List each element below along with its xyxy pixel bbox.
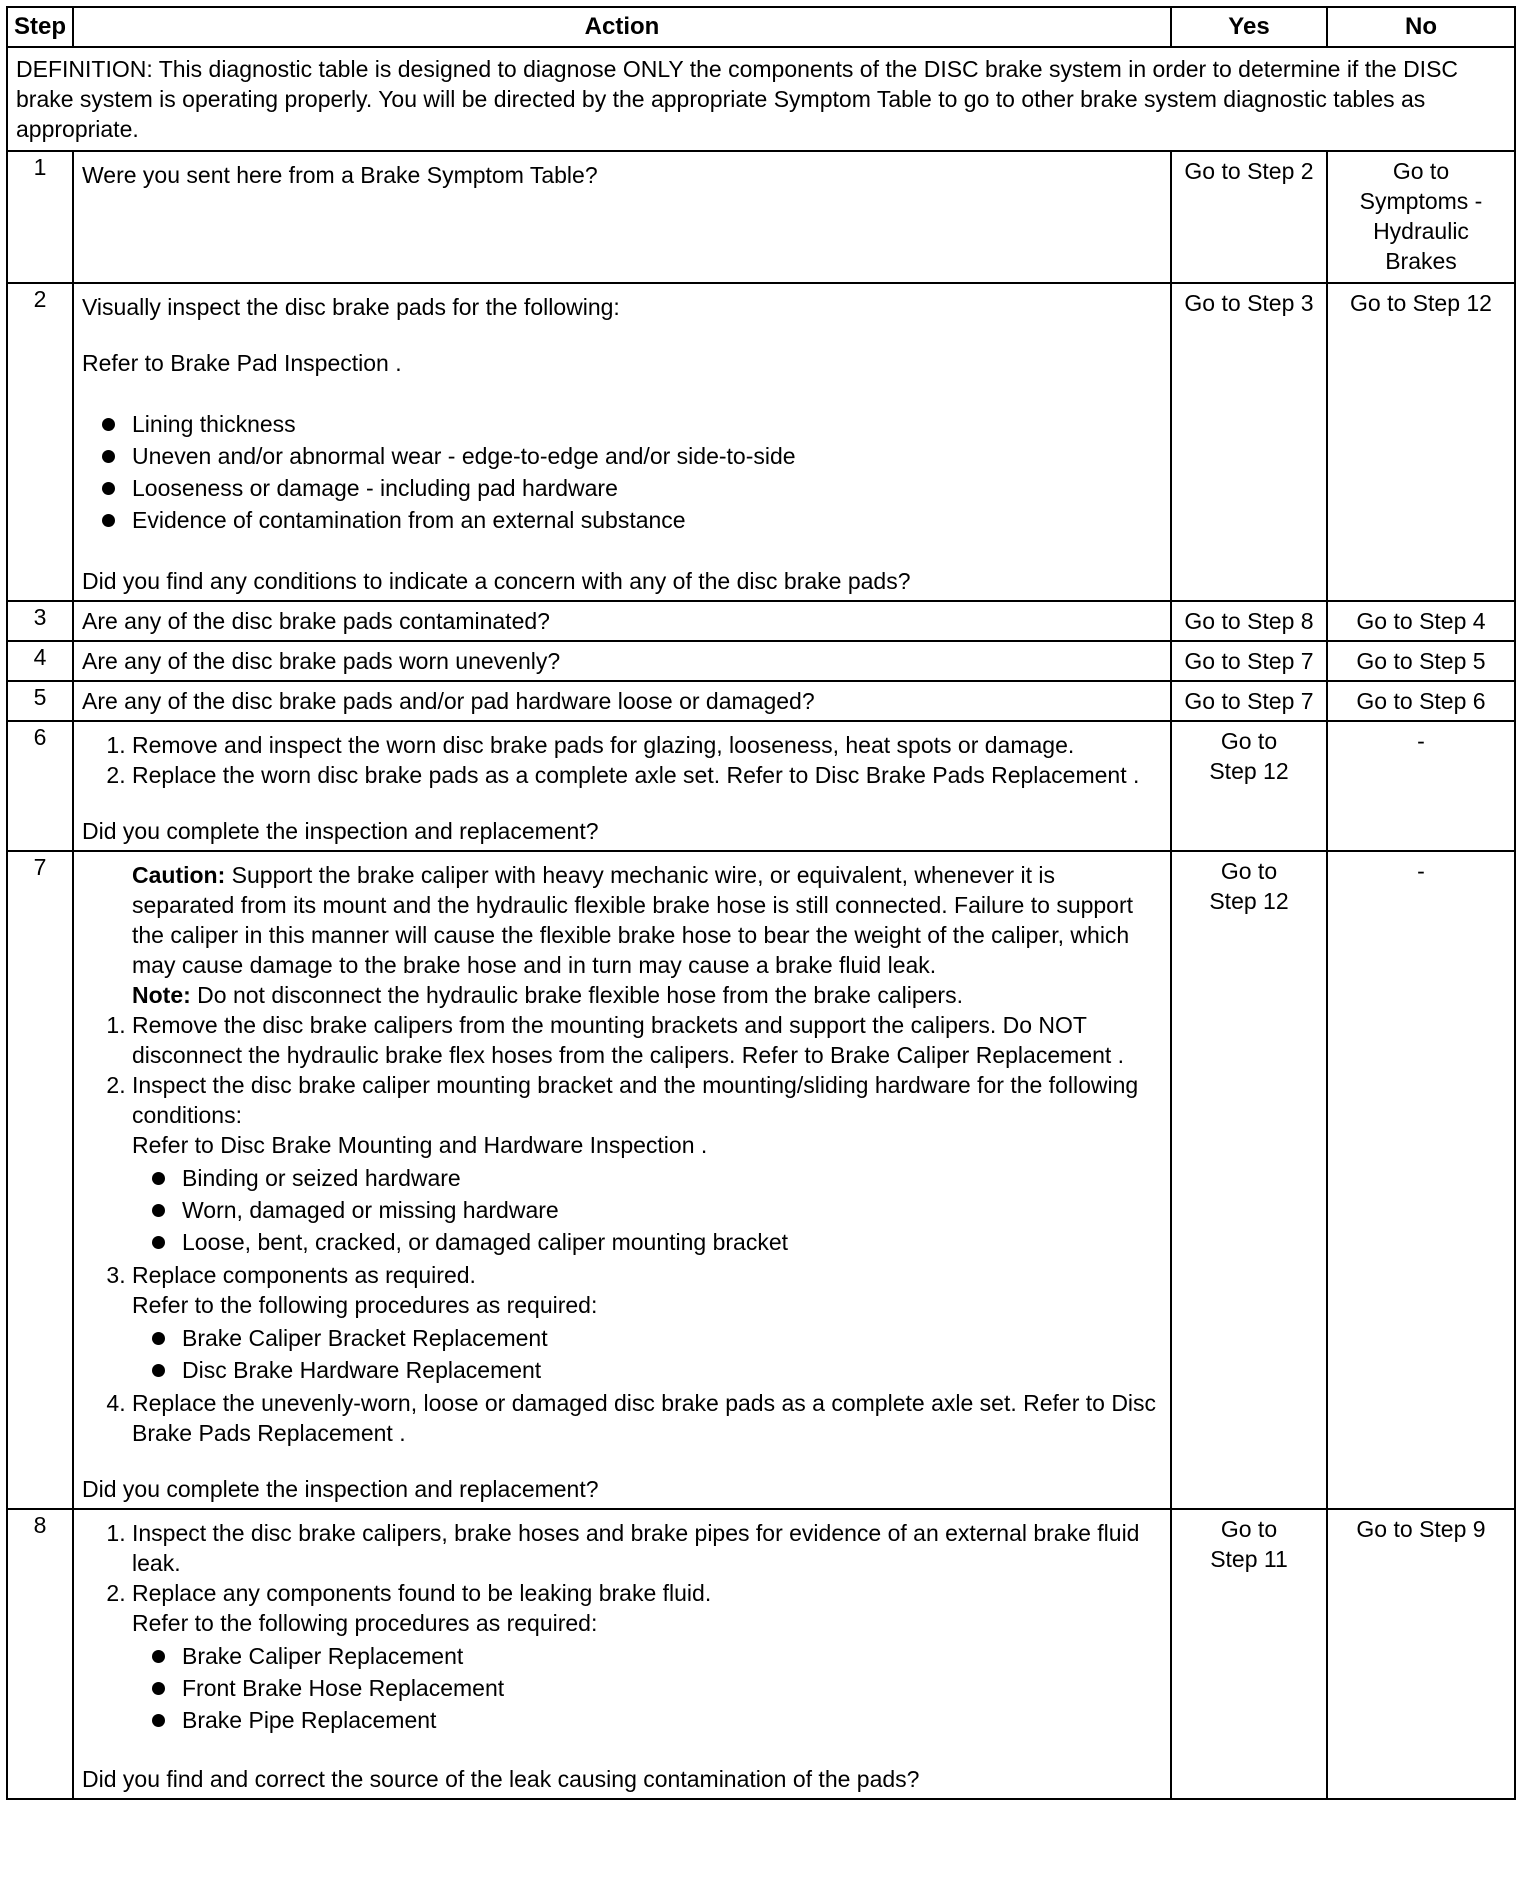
note-block	[82, 980, 1162, 1010]
action-question: Are any of the disc brake pads contaminated?	[82, 608, 550, 634]
caution-text: Support the brake caliper with heavy mechanic wire, or equivalent, whenever it is separated from its mount and the hydraulic flexible brake hose is still connected. Failure to support the caliper in this manner will cause the flexible brake hose to bear the weight of the caliper, which may cause damage to the brake hose and in turn may cause a brake fluid leak.	[132, 862, 1134, 978]
definition-text: DEFINITION: This diagnostic table is designed to diagnose ONLY the components of the DISC brake system in order to determine if the DISC brake system is operating properly. You will be directed by the appropriate Symptom Table to go to other brake system diagnostic tables as appropriate.	[7, 47, 1515, 151]
procedure-list	[82, 1518, 1162, 1736]
list-item: Front Brake Hose Replacement	[182, 1672, 1162, 1704]
procedure-ref-list	[132, 1640, 1162, 1736]
no-cell: -	[1327, 851, 1515, 1509]
yes-cell: Go to Step 7	[1171, 641, 1327, 681]
table-row	[7, 151, 1515, 283]
list-item: Worn, damaged or missing hardware	[182, 1194, 1162, 1226]
list-item: Brake Caliper Replacement	[182, 1640, 1162, 1672]
step-number: 8	[7, 1509, 73, 1799]
action-cell	[73, 1509, 1171, 1799]
list-item-text: Inspect the disc brake calipers, brake hoses and brake pipes for evidence of an external brake fluid leak.	[132, 1520, 1140, 1576]
list-item	[132, 1518, 1162, 1578]
action-cell	[73, 851, 1171, 1509]
action-question: Did you find any conditions to indicate a concern with any of the disc brake pads?	[82, 568, 911, 594]
step-number: 1	[7, 151, 73, 283]
definition-row	[7, 47, 1515, 151]
step-number: 5	[7, 681, 73, 721]
condition-list	[132, 1162, 1162, 1258]
no-cell: Go to Step 9	[1327, 1509, 1515, 1799]
list-item: Lining thickness	[132, 408, 1162, 440]
step-number: 6	[7, 721, 73, 851]
list-item: Brake Pipe Replacement	[182, 1704, 1162, 1736]
header-step: Step	[7, 7, 73, 47]
action-refer: Refer to Brake Pad Inspection .	[82, 350, 402, 376]
list-item-text: Replace components as required.	[132, 1262, 476, 1288]
table-row	[7, 641, 1515, 681]
yes-cell: Go to Step 3	[1171, 283, 1327, 601]
list-item-refer: Refer to the following procedures as required:	[132, 1292, 598, 1318]
list-item-refer: Refer to Disc Brake Mounting and Hardware Inspection .	[132, 1132, 708, 1158]
list-item: Binding or seized hardware	[182, 1162, 1162, 1194]
list-item-text: Inspect the disc brake caliper mounting bracket and the mounting/sliding hardware for the following conditions:	[132, 1072, 1139, 1128]
step-number: 7	[7, 851, 73, 1509]
procedure-ref-list	[132, 1322, 1162, 1386]
action-cell	[73, 283, 1171, 601]
header-yes: Yes	[1171, 7, 1327, 47]
list-item: 1. Remove and inspect the worn disc brake pads for glazing, looseness, heat spots or damage.	[132, 730, 1162, 760]
list-item	[132, 1260, 1162, 1386]
header-action: Action	[73, 7, 1171, 47]
note-label: Note:	[132, 982, 191, 1008]
action-question: Did you complete the inspection and replacement?	[82, 818, 599, 844]
note-text: Do not disconnect the hydraulic brake flexible hose from the brake calipers.	[190, 982, 963, 1008]
action-question: Are any of the disc brake pads worn unevenly?	[82, 648, 561, 674]
yes-cell: Go to Step 12	[1171, 721, 1327, 851]
no-cell: Go to Symptoms - Hydraulic Brakes	[1327, 151, 1515, 283]
list-item: Uneven and/or abnormal wear - edge-to-edge and/or side-to-side	[132, 440, 1162, 472]
header-no: No	[1327, 7, 1515, 47]
procedure-list	[82, 1010, 1162, 1448]
step-number: 4	[7, 641, 73, 681]
no-cell: Go to Step 4	[1327, 601, 1515, 641]
list-item	[132, 1010, 1162, 1070]
action-cell	[73, 721, 1171, 851]
no-cell: Go to Step 5	[1327, 641, 1515, 681]
action-cell	[73, 681, 1171, 721]
no-cell: Go to Step 12	[1327, 283, 1515, 601]
table-row	[7, 283, 1515, 601]
condition-list	[82, 408, 1162, 536]
diagnostic-table	[6, 6, 1516, 1800]
yes-cell: Go to Step 11	[1171, 1509, 1327, 1799]
no-cell: Go to Step 6	[1327, 681, 1515, 721]
table-row	[7, 721, 1515, 851]
list-item-text: Replace the unevenly-worn, loose or damaged disc brake pads as a complete axle set. Refer to Disc Brake Pads Replacement .	[132, 1390, 1157, 1446]
caution-label: Caution:	[132, 862, 226, 888]
table-row	[7, 851, 1515, 1509]
action-question: Did you find and correct the source of the leak causing contamination of the pads?	[82, 1766, 920, 1792]
step-number: 3	[7, 601, 73, 641]
action-question: Were you sent here from a Brake Symptom Table?	[82, 162, 598, 188]
list-item-text: Remove the disc brake calipers from the mounting brackets and support the calipers. Do NOT disconnect the hydraulic brake flex hoses from the calipers. Refer to Brake Caliper Replacement .	[132, 1012, 1125, 1068]
list-item: Evidence of contamination from an external substance	[132, 504, 1162, 536]
list-item: Disc Brake Hardware Replacement	[182, 1354, 1162, 1386]
no-cell: -	[1327, 721, 1515, 851]
list-item: Loose, bent, cracked, or damaged caliper mounting bracket	[182, 1226, 1162, 1258]
table-row	[7, 1509, 1515, 1799]
list-item: Looseness or damage - including pad hardware	[132, 472, 1162, 504]
action-cell	[73, 601, 1171, 641]
yes-cell: Go to Step 8	[1171, 601, 1327, 641]
action-question: Are any of the disc brake pads and/or pad hardware loose or damaged?	[82, 688, 815, 714]
list-item-text: Replace any components found to be leaking brake fluid.	[132, 1580, 712, 1606]
list-item: 2. Replace the worn disc brake pads as a complete axle set. Refer to Disc Brake Pads Replacement .	[132, 760, 1162, 790]
yes-cell: Go to Step 7	[1171, 681, 1327, 721]
list-item	[132, 1070, 1162, 1258]
action-question: Did you complete the inspection and replacement?	[82, 1476, 599, 1502]
procedure-list	[82, 730, 1162, 790]
list-item: Brake Caliper Bracket Replacement	[182, 1322, 1162, 1354]
action-cell	[73, 641, 1171, 681]
table-row	[7, 601, 1515, 641]
list-item-refer: Refer to the following procedures as required:	[132, 1610, 598, 1636]
table-row	[7, 681, 1515, 721]
step-number: 2	[7, 283, 73, 601]
yes-cell: Go to Step 2	[1171, 151, 1327, 283]
list-item	[132, 1578, 1162, 1736]
header-row	[7, 7, 1515, 47]
caution-block	[82, 860, 1162, 980]
list-item	[132, 1388, 1162, 1448]
yes-cell: Go to Step 12	[1171, 851, 1327, 1509]
action-cell	[73, 151, 1171, 283]
action-intro: Visually inspect the disc brake pads for the following:	[82, 294, 620, 320]
